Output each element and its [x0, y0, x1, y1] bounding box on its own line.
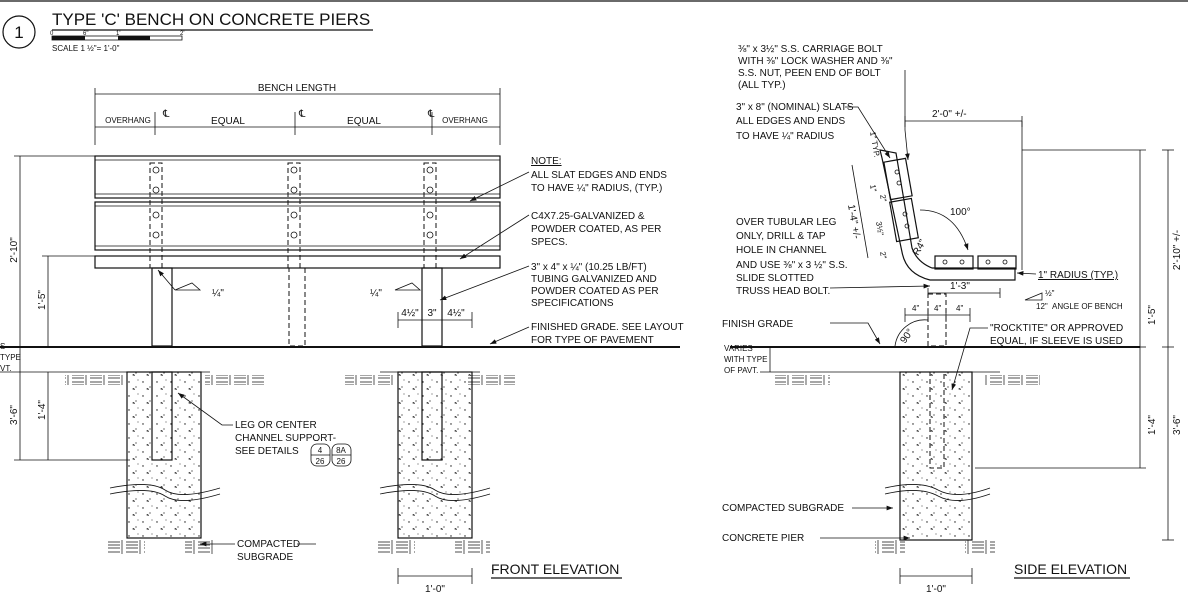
side-leg [928, 294, 946, 346]
tubular-line-1: OVER TUBULAR LEG [736, 217, 837, 228]
side-dim-1-5: 1'-5" [1147, 305, 1158, 325]
varies-line-3: OF PAVT. [724, 366, 759, 375]
edge-vt: VT. [0, 364, 12, 373]
note-title: NOTE: [531, 156, 562, 167]
slat-line-1: 3" x 8" (NOMINAL) SLATS [736, 102, 854, 113]
side-elevation [722, 44, 1183, 595]
grade-line-2: FOR TYPE OF PAVEMENT [531, 335, 654, 346]
side-dim-3-6: 3'-6" [1172, 415, 1183, 435]
bolt-line-1: ⅜" x 3½" S.S. CARRIAGE BOLT [738, 44, 883, 55]
front-pier-right [398, 372, 472, 538]
channel-line-3: SPECS. [531, 237, 568, 248]
scale-tick-2: 2' [180, 31, 185, 37]
side-dim-4a: 4" [912, 304, 920, 313]
side-dim-1-3: 1'-3" [950, 281, 970, 292]
equal-2-label: EQUAL [347, 116, 381, 127]
weld-left-label: ¼" [212, 288, 224, 299]
channel-line-2: POWDER COATED, AS PER [531, 224, 662, 235]
side-dim-4c: 4" [956, 304, 964, 313]
angle-text: ANGLE OF BENCH [1052, 302, 1123, 311]
detail-ref-8a-bottom: 26 [336, 457, 346, 466]
tubular-line-3: HOLE IN CHANNEL [736, 245, 827, 256]
tubular-line-6: TRUSS HEAD BOLT. [736, 286, 831, 297]
overhang-left-label: OVERHANG [105, 116, 151, 125]
front-dim-1-5: 1'-5" [37, 290, 48, 310]
side-dim-pier: 1'-0" [926, 584, 946, 595]
front-dim-pier: 1'-0" [425, 584, 445, 595]
varies-line-2: WITH TYPE [724, 355, 768, 364]
grade-line-1: FINISHED GRADE. SEE LAYOUT [531, 322, 684, 333]
angle-100: 100° [950, 207, 971, 218]
edge-s: S [0, 342, 6, 351]
leg-line-2: CHANNEL SUPPORT- [235, 433, 337, 444]
side-dim-1-4: 1'-4" [1147, 415, 1158, 435]
front-dim-leg-c: 4½" [447, 308, 465, 319]
slat-line-3: TO HAVE ¼" RADIUS [736, 131, 835, 142]
front-dim-leg-a: 4½" [401, 308, 419, 319]
side-seat-slats [935, 256, 1016, 269]
tubular-line-4: AND USE ⅜" x 3 ½" S.S. [736, 260, 848, 271]
detail-ref-4-26[interactable] [311, 444, 330, 466]
weld-right-label: ¼" [370, 288, 382, 299]
tubing-line-1: 3" x 4" x ¼" (10.25 LB/FT) [531, 262, 647, 273]
scale-tick-1: 1' [116, 31, 121, 37]
centerline-1: ℄ [163, 109, 170, 120]
side-dim-back: 1'-4" +/- [845, 203, 862, 240]
radius-typ: 1" RADIUS (TYP.) [1038, 270, 1119, 281]
note-line-1: ALL SLAT EDGES AND ENDS [531, 170, 667, 181]
scale-tick-0: 0 [50, 31, 54, 37]
detail-ref-4-top: 4 [317, 446, 323, 455]
angle-90: 90° [898, 327, 917, 346]
channel-rail [95, 256, 500, 268]
bench-length-label: BENCH LENGTH [257, 83, 337, 94]
leg-line-3: SEE DETAILS [235, 446, 299, 457]
front-dim-leg-b: 3" [427, 308, 437, 319]
channel-line-1: C4X7.25-GALVANIZED & [531, 211, 645, 222]
scale-tick-6: 6" [83, 31, 89, 37]
equal-1-label: EQUAL [211, 116, 245, 127]
bolt-line-2: WITH ⅜" LOCK WASHER AND ⅜" [738, 56, 893, 67]
front-dim-2-10: 2'-10" [9, 237, 20, 263]
detail-ref-8a-top: 8A [336, 446, 346, 455]
leg-line-1: LEG OR CENTER [235, 420, 317, 431]
graphic-scale [50, 31, 184, 53]
side-dim-2b: 2" [878, 250, 889, 260]
scale-label: SCALE 1 ½"= 1'-0" [52, 44, 120, 53]
detail-number: 1 [14, 23, 24, 42]
detail-ref-8a-26[interactable] [332, 444, 351, 466]
side-dim-1: 1" [868, 183, 879, 193]
side-frame [880, 150, 1015, 280]
side-dim-2: 2" [878, 193, 889, 203]
edge-type: TYPE [0, 353, 21, 362]
note-line-2: TO HAVE ¼" RADIUS, (TYP.) [531, 183, 663, 194]
finish-grade-label: FINISH GRADE [722, 319, 794, 330]
side-dim-2-0: 2'-0" +/- [932, 109, 967, 120]
compacted-subgrade-label: COMPACTED SUBGRADE [722, 503, 845, 514]
front-elevation [0, 83, 684, 595]
compacted-line-2: SUBGRADE [237, 552, 294, 563]
slat-line-2: ALL EDGES AND ENDS [736, 116, 846, 127]
slat-top [95, 156, 500, 198]
centerline-2: ℄ [299, 109, 306, 120]
angle-bottom: 12" [1036, 302, 1048, 311]
concrete-pier-label: CONCRETE PIER [722, 533, 805, 544]
front-pier-left [127, 372, 201, 538]
overhang-right-label: OVERHANG [442, 116, 488, 125]
rocktite-line-1: "ROCKTITE" OR APPROVED [990, 323, 1124, 334]
varies-line-1: VARIES [724, 344, 753, 353]
leg-center [288, 163, 305, 346]
front-elevation-title: FRONT ELEVATION [491, 561, 620, 577]
side-dim-3-half: 3½" [874, 220, 886, 237]
angle-top: ½" [1045, 289, 1055, 298]
front-dim-1-4: 1'-4" [37, 400, 48, 420]
tubing-line-2: TUBING GALVANIZED AND [531, 274, 657, 285]
detail-header [3, 10, 373, 53]
front-dim-3-6: 3'-6" [9, 405, 20, 425]
rocktite-line-2: EQUAL, IF SLEEVE IS USED [990, 336, 1123, 347]
side-back-slats [884, 158, 918, 241]
tubular-line-2: ONLY, DRILL & TAP [736, 231, 826, 242]
detail-title: TYPE 'C' BENCH ON CONCRETE PIERS [52, 10, 371, 29]
bolt-line-4: (ALL TYP.) [738, 80, 786, 91]
radius-r4: R4" [911, 237, 929, 258]
side-dim-2-10: 2'-10" +/- [1172, 229, 1183, 271]
tubular-line-5: SLIDE SLOTTED [736, 273, 814, 284]
compacted-line-1: COMPACTED [237, 539, 301, 550]
side-pier [900, 372, 972, 540]
bolt-line-3: S.S. NUT, PEEN END OF BOLT [738, 68, 881, 79]
tubing-line-4: SPECIFICATIONS [531, 298, 614, 309]
side-elevation-title: SIDE ELEVATION [1014, 561, 1128, 577]
tubing-line-3: POWDER COATED AS PER [531, 286, 659, 297]
detail-ref-4-bottom: 26 [315, 457, 325, 466]
side-dim-4b: 4" [934, 304, 942, 313]
side-dim-1-typ: 1" TYP. [868, 130, 882, 159]
centerline-3: ℄ [428, 109, 435, 120]
slat-middle [95, 202, 500, 250]
